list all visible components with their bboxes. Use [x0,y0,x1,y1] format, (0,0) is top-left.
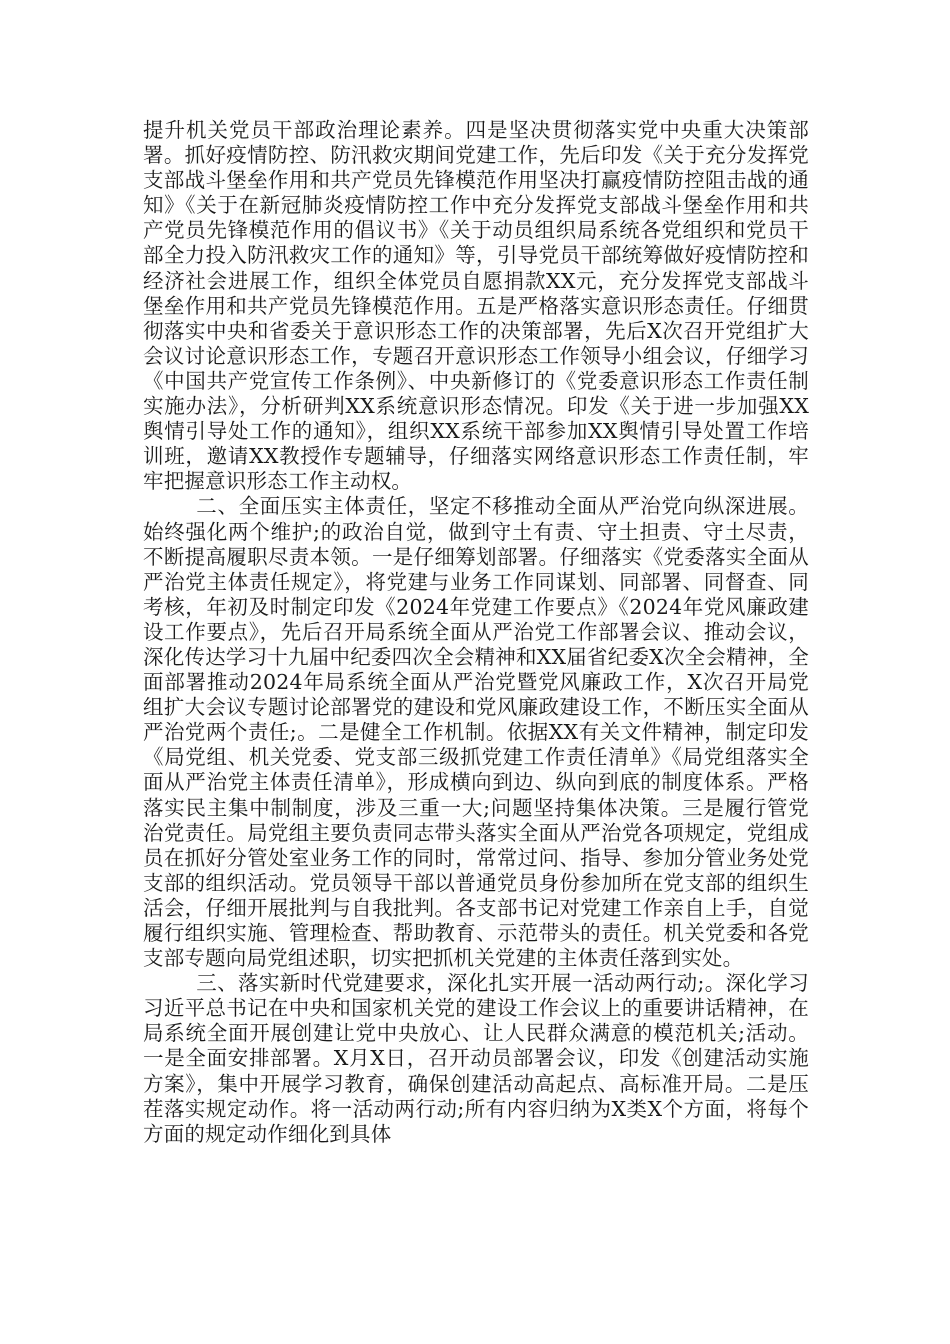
paragraph-section-two: 二、全面压实主体责任，坚定不移推动全面从严治党向纵深进展。始终强化两个维护;的政治自觉，做到守土有责、守土担责、守土尽责，不断提高履职尽责本领。一是仔细筹划部署。仔细落实《党委落实全面从严治党主体责任规定》，将党建与业务工作同谋划、同部署、同督查、同考核，年初及时制定印发《2024年党建工作要点》《2024年党风廉政建设工作要点》，先后召开局系统全面从严治党工作部署会议、推动会议，深化传达学习十九届中纪委四次全会精神和XX届省纪委X次全会精神，全面部署推动2024年局系统全面从严治党暨党风廉政工作，X次召开局党组扩大会议专题讨论部署党的建设和党风廉政建设工作，不断压实全面从严治党两个责任;。二是健全工作机制。依据XX有关文件精神，制定印发《局党组、机关党委、党支部三级抓党建工作责任清单》《局党组落实全面从严治党主体责任清单》，形成横向到边、纵向到底的制度体系。严格落实民主集中制制度，涉及三重一大;问题坚持集体决策。三是履行管党治党责任。局党组主要负责同志带头落实全面从严治党各项规定，党组成员在抓好分管处室业务工作的同时，常常过问、指导、参加分管业务处党支部的组织活动。党员领导干部以普通党员身份参加所在党支部的组织生活会，仔细开展批判与自我批判。各支部书记对党建工作亲自上手，自觉履行组织实施、管理检查、帮助教育、示范带头的责任。机关党委和各党支部专题向局党组述职，切实把抓机关党建的主体责任落到实处。 [143,494,809,971]
paragraph-continuation: 提升机关党员干部政治理论素养。四是坚决贯彻落实党中央重大决策部署。抓好疫情防控、防汛救灾期间党建工作，先后印发《关于充分发挥党支部战斗堡垒作用和共产党员先锋模范作用坚决打赢疫情防控阻击战的通知》《关于在新冠肺炎疫情防控工作中充分发挥党支部战斗堡垒作用和共产党员先锋模范作用的倡议书》《关于动员组织局系统各党组织和党员干部全力投入防汛救灾工作的通知》等，引导党员干部统筹做好疫情防控和经济社会进展工作，组织全体党员自愿捐款XX元，充分发挥党支部战斗堡垒作用和共产党员先锋模范作用。五是严格落实意识形态责任。仔细贯彻落实中央和省委关于意识形态工作的决策部署，先后X次召开党组扩大会议讨论意识形态工作，专题召开意识形态工作领导小组会议，仔细学习《中国共产党宣传工作条例》、中央新修订的《党委意识形态工作责任制实施办法》，分析研判XX系统意识形态情况。印发《关于进一步加强XX舆情引导处工作的通知》，组织XX系统干部参加XX舆情引导处置工作培训班，邀请XX教授作专题辅导，仔细落实网络意识形态工作责任制，牢牢把握意识形态工作主动权。 [143,118,809,494]
document-body [143,118,809,1147]
paragraph-section-three: 三、落实新时代党建要求，深化扎实开展一活动两行动;。深化学习习近平总书记在中央和国家机关党的建设工作会议上的重要讲话精神，在局系统全面开展创建让党中央放心、让人民群众满意的模范机关;活动。一是全面安排部署。X月X日，召开动员部署会议，印发《创建活动实施方案》，集中开展学习教育，确保创建活动高起点、高标准开局。二是压茬落实规定动作。将一活动两行动;所有内容归纳为X类X个方面，将每个方面的规定动作细化到具体 [143,971,809,1146]
